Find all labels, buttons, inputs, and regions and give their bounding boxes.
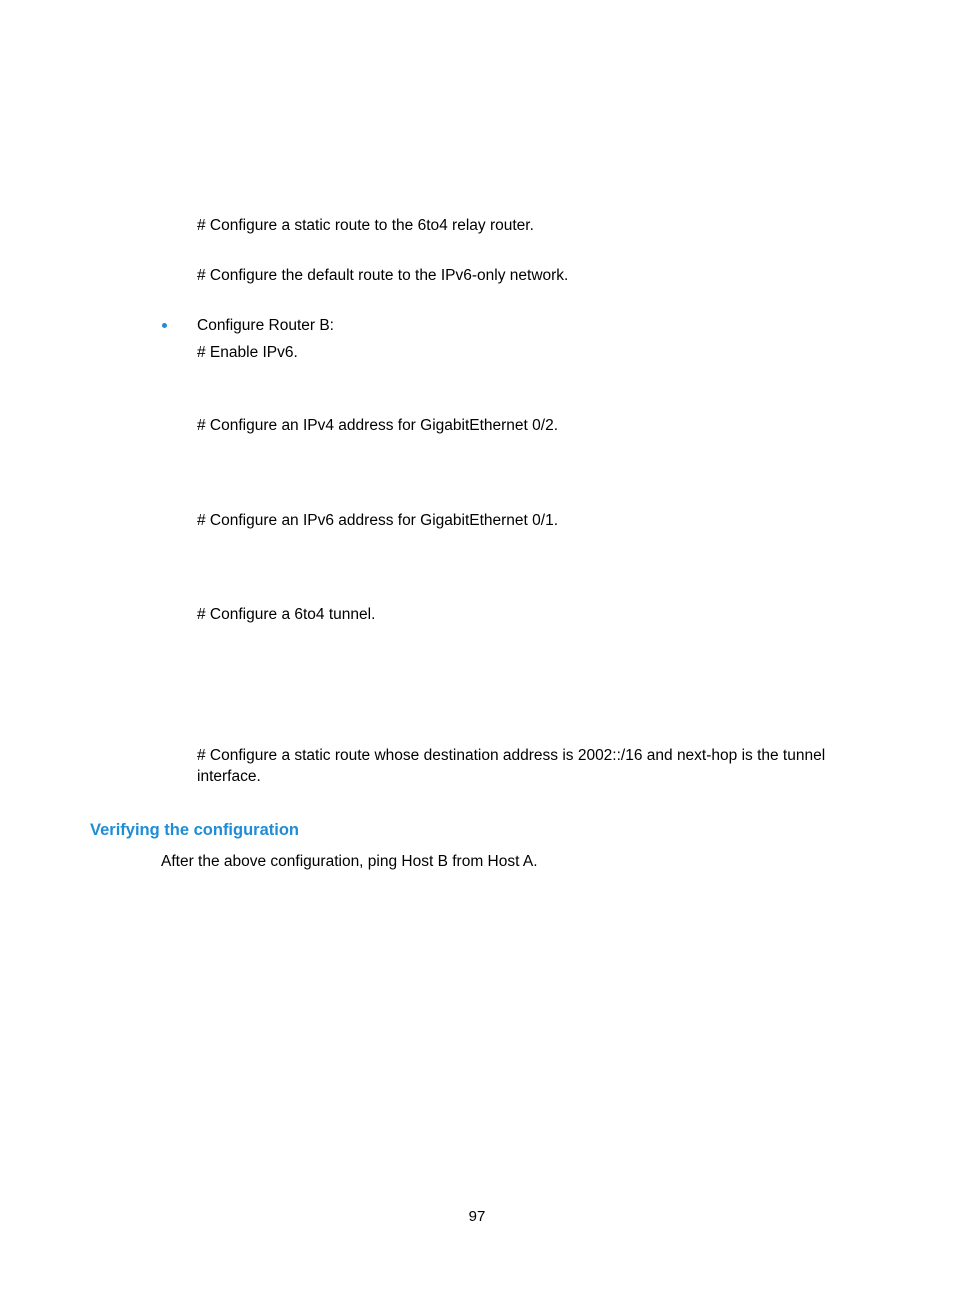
step-ipv6-address: # Configure an IPv6 address for GigabitEthernet 0/1.: [197, 512, 559, 529]
step-ipv4-address: # Configure an IPv4 address for GigabitEthernet 0/2.: [197, 417, 559, 434]
step-tunnel: # Configure a 6to4 tunnel.: [197, 606, 376, 623]
bullet-icon: [162, 323, 167, 328]
section-heading: Verifying the configuration: [90, 821, 300, 839]
step-default-route: # Configure the default route to the IPv6-only network.: [197, 267, 569, 284]
step-static-route-2002: # Configure a static route whose destination address is 2002::/16 and next-hop is the tunnel interface.: [197, 747, 826, 785]
step-static-route-relay: # Configure a static route to the 6to4 relay router.: [197, 217, 534, 234]
list-item-router-b: Configure Router B:: [197, 317, 334, 334]
section-body: After the above configuration, ping Host B from Host A.: [161, 853, 538, 870]
step-enable-ipv6: # Enable IPv6.: [197, 344, 298, 361]
page-number: 97: [468, 1208, 486, 1225]
